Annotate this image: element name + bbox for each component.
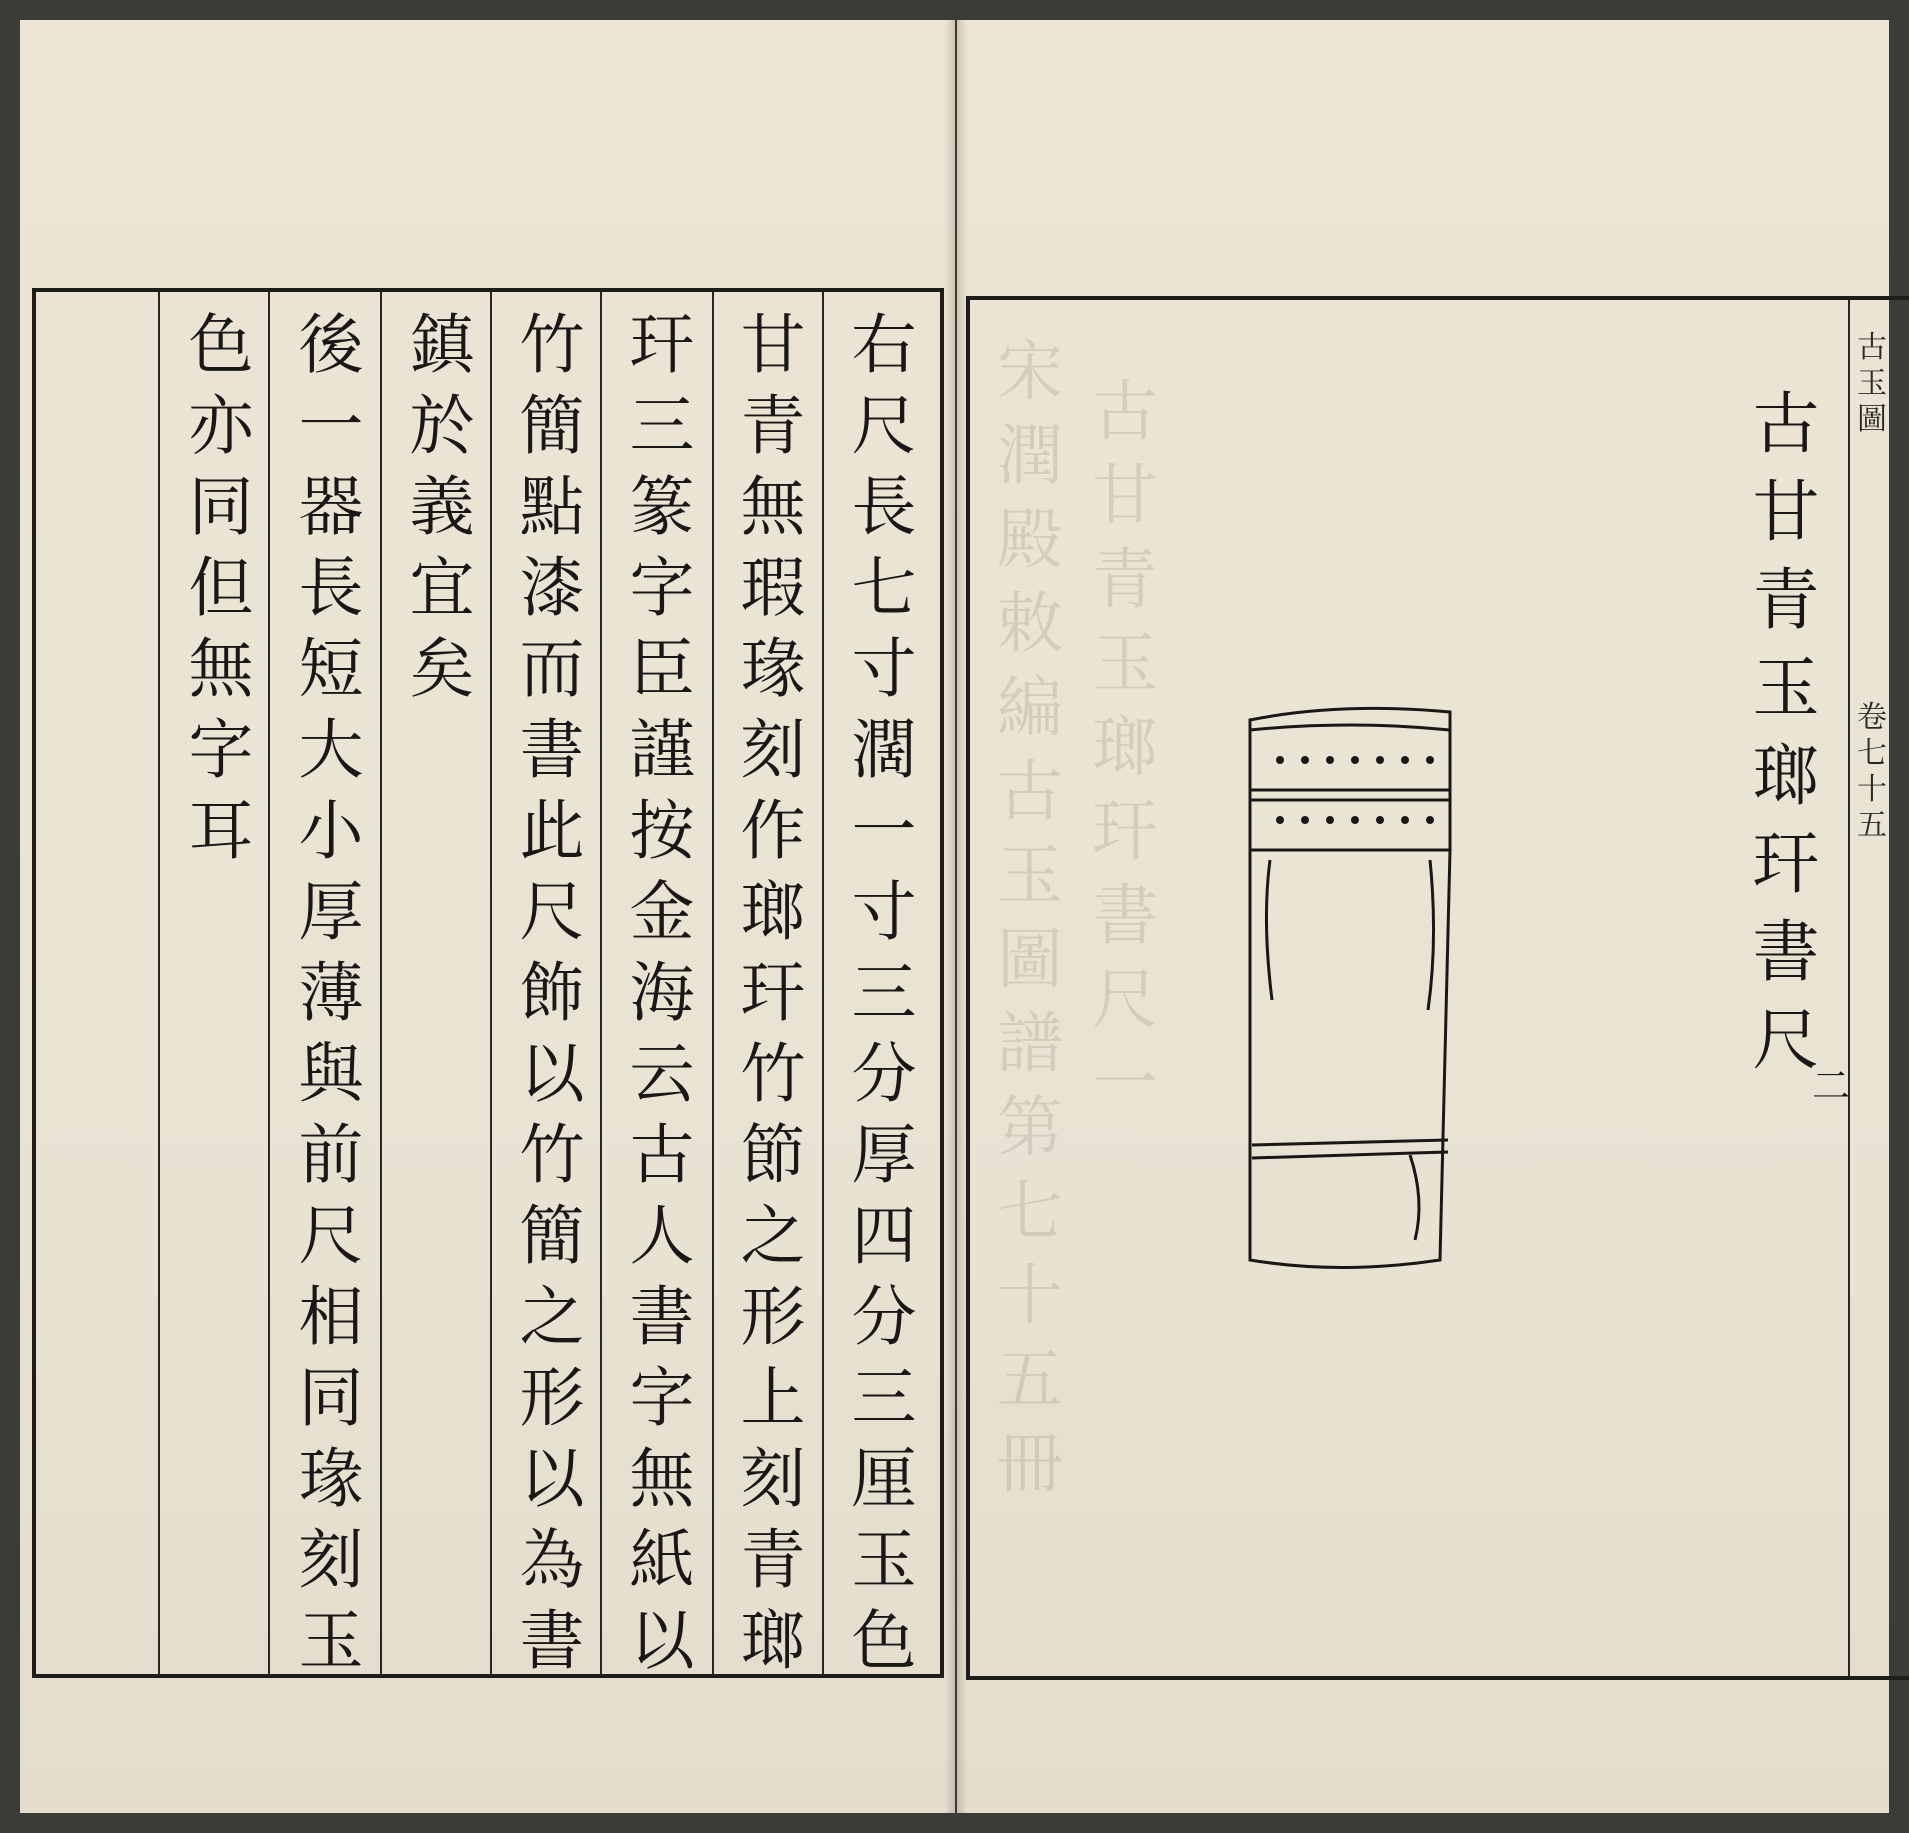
column-rule [380,292,382,1674]
character: 之 [519,1280,585,1355]
character: 同 [188,470,254,545]
character: 矣 [409,632,475,707]
character: 甘 [1752,473,1820,551]
character: 無 [740,470,806,545]
character: 形 [740,1280,806,1355]
character: 長 [298,551,364,626]
character: 紙 [629,1523,695,1598]
character: 刻 [740,1442,806,1517]
character: 十 [1857,772,1887,807]
text-column-6 [285,305,377,1682]
character: 以 [519,1442,585,1517]
character: 七 [1857,736,1887,771]
text-column-5 [396,305,488,710]
character: 亦 [188,389,254,464]
text-column-1 [838,305,930,1682]
character: 尺 [298,1199,364,1274]
character: 書 [519,1604,585,1679]
text-column-7 [175,305,267,872]
character: 云 [629,1037,695,1112]
character: 甘 [740,308,806,383]
column-rule [158,292,160,1674]
character: 寸 [851,632,917,707]
character: 短 [298,632,364,707]
character: 瑑 [740,632,806,707]
character: 漆 [519,551,585,626]
character: 厘 [851,1442,917,1517]
character: 小 [298,794,364,869]
character: 一 [298,389,364,464]
character: 但 [188,551,254,626]
character: 玕 [740,956,806,1031]
character: 瑯 [740,875,806,950]
column-rule [268,292,270,1674]
character: 書 [519,713,585,788]
character: 而 [519,632,585,707]
character: 長 [851,470,917,545]
character: 竹 [519,1118,585,1193]
character: 厚 [298,875,364,950]
column-rule [600,292,602,1674]
character: 玉 [1857,366,1887,401]
column-rule [490,292,492,1674]
character: 為 [519,1523,585,1598]
character: 大 [298,713,364,788]
character: 刻 [740,713,806,788]
character: 右 [851,308,917,383]
character: 一 [851,794,917,869]
text-column-3 [616,305,708,1682]
character: 篆 [629,470,695,545]
character: 飾 [519,956,585,1031]
character: 點 [519,470,585,545]
column-rule [822,292,824,1674]
character: 七 [851,551,917,626]
character: 古 [1752,385,1820,463]
character: 同 [298,1361,364,1436]
character: 器 [298,470,364,545]
character: 三 [851,1361,917,1436]
character: 圖 [1857,402,1887,437]
character: 尺 [1752,1001,1820,1079]
character: 上 [740,1361,806,1436]
character: 金 [629,875,695,950]
illustration-title [1740,380,1832,1084]
character: 以 [629,1604,695,1679]
character: 書 [1752,913,1820,991]
character: 相 [298,1280,364,1355]
character: 謹 [629,713,695,788]
character: 色 [188,308,254,383]
character: 耳 [188,794,254,869]
character: 節 [740,1118,806,1193]
character: 濶 [851,713,917,788]
character: 厚 [851,1118,917,1193]
illustration-number: 二 [1812,1064,1851,1108]
character: 薄 [298,956,364,1031]
character: 刻 [298,1523,364,1598]
character: 字 [629,1361,695,1436]
character: 瑯 [1752,737,1820,815]
character: 無 [188,632,254,707]
character: 玕 [1752,825,1820,903]
character: 三 [851,956,917,1031]
character: 尺 [519,875,585,950]
character: 鎮 [409,308,475,383]
character: 臣 [629,632,695,707]
character: 分 [851,1037,917,1112]
character: 無 [629,1442,695,1517]
character: 按 [629,794,695,869]
character: 卷 [1857,700,1887,735]
character: 玉 [1752,649,1820,727]
character: 字 [188,713,254,788]
character: 海 [629,956,695,1031]
character: 尺 [851,389,917,464]
character: 三 [629,389,695,464]
character: 寸 [851,875,917,950]
jade-ruler-illustration [1240,700,1460,1270]
character: 字 [629,551,695,626]
character: 竹 [740,1037,806,1112]
character: 五 [1857,808,1887,843]
character: 人 [629,1199,695,1274]
character: 簡 [519,1199,585,1274]
margin-title [1852,330,1892,438]
margin-rule [1848,300,1850,1676]
text-column-4 [506,305,598,1682]
book-spine [945,20,967,1813]
character: 竹 [519,308,585,383]
character: 後 [298,308,364,383]
character: 瑑 [298,1442,364,1517]
character: 此 [519,794,585,869]
character: 與 [298,1037,364,1112]
bleed-through-text: 宋 潤 殿 敕 編 古 玉 圖 譜 第 七 十 五 冊 [997,333,1063,1502]
margin-volume [1852,700,1892,844]
character: 青 [1752,561,1820,639]
character: 書 [629,1280,695,1355]
character: 四 [851,1199,917,1274]
character: 色 [851,1604,917,1679]
character: 青 [740,1523,806,1598]
character: 玉 [298,1604,364,1679]
character: 古 [1857,330,1887,365]
character: 以 [519,1037,585,1112]
character: 分 [851,1280,917,1355]
character: 於 [409,389,475,464]
text-column-2 [727,305,819,1682]
character: 宜 [409,551,475,626]
character: 玉 [851,1523,917,1598]
bleed-through-text: 古 甘 青 玉 瑯 玕 書 尺 一 [1092,373,1158,1122]
character: 青 [740,389,806,464]
character: 前 [298,1118,364,1193]
character: 義 [409,470,475,545]
character: 古 [629,1118,695,1193]
character: 瑕 [740,551,806,626]
character: 形 [519,1361,585,1436]
character: 瑯 [740,1604,806,1679]
character: 玕 [629,308,695,383]
character: 之 [740,1199,806,1274]
character: 簡 [519,389,585,464]
character: 作 [740,794,806,869]
column-rule [712,292,714,1674]
